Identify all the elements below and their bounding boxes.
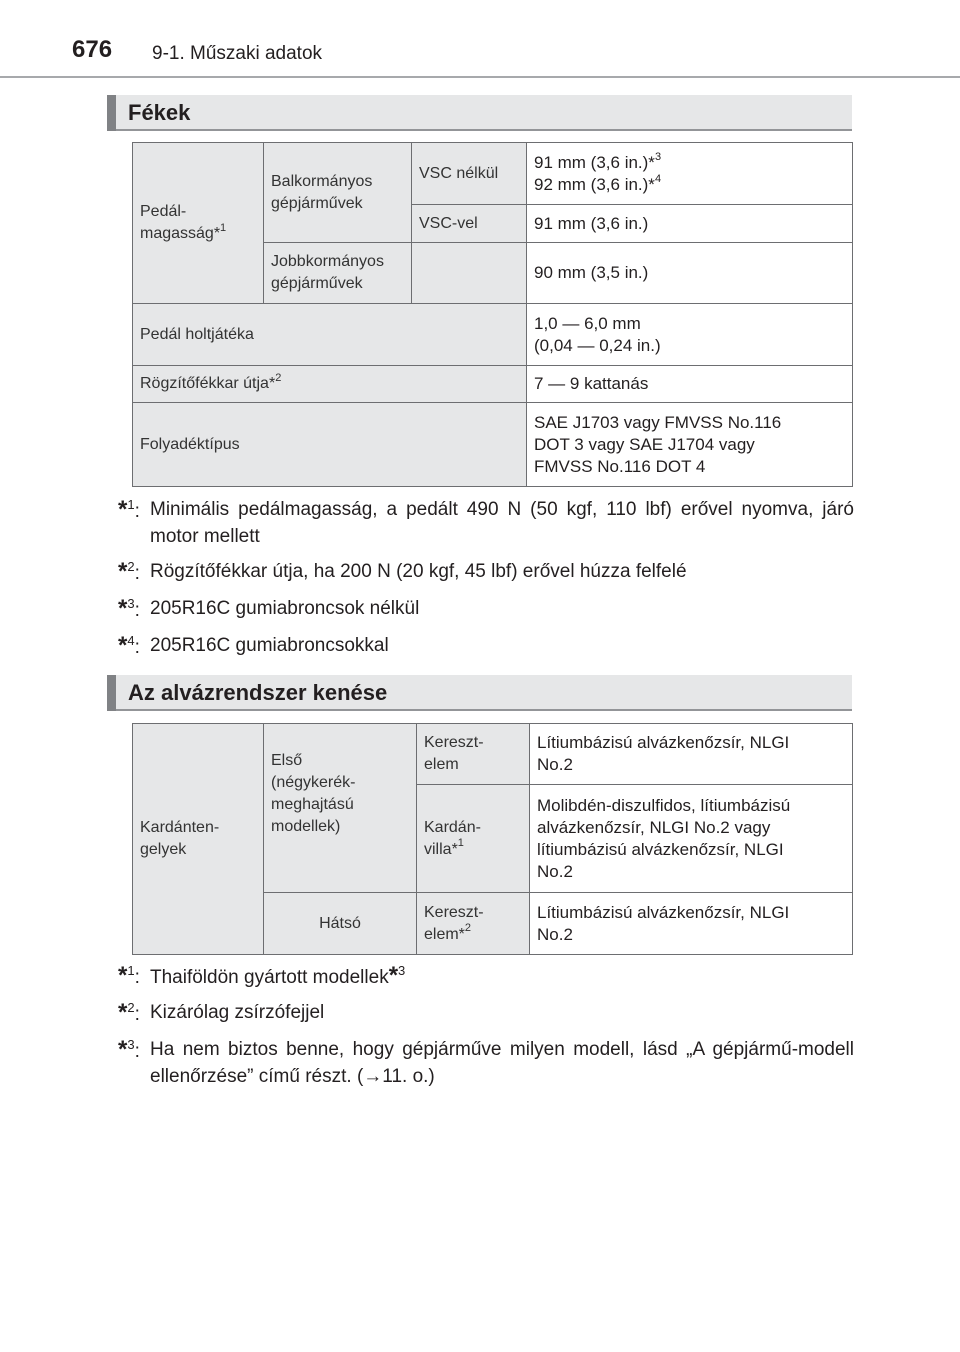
cross1-label: Kereszt- elem bbox=[417, 724, 530, 785]
chassis-table bbox=[132, 723, 853, 955]
lhd-label: Balkormányos gépjárművek bbox=[264, 143, 412, 243]
section-heading-brakes bbox=[107, 95, 852, 131]
rhd-value: 90 mm (3,5 in.) bbox=[527, 243, 853, 304]
footnote: *$^1$: Thaiföldön gyártott modellek*$^3$ bbox=[118, 962, 406, 989]
footnote: *$^3$: Ha nem biztos benne, hogy gépjárműve milyen modell, lásd „A gépjármű-modell ellenőrzése” című részt. (→11. o.) bbox=[118, 1036, 854, 1087]
without-vsc-value: 91 mm (3,6 in.)*$^3$ 92 mm (3,6 in.)*$^4$ bbox=[527, 143, 853, 205]
chassis-footnotes bbox=[118, 962, 854, 1098]
section-heading-chassis bbox=[107, 675, 852, 711]
section-title: Fékek bbox=[128, 100, 191, 125]
free-play-label: Pedál holtjátéka bbox=[133, 304, 527, 366]
footnote: *$^1$: Minimális pedálmagasság, a pedált 490 N (50 kgf, 110 lbf) erővel nyomva, járó motor mellett bbox=[118, 496, 854, 547]
section-title: Az alvázrendszer kenése bbox=[128, 680, 388, 705]
chapter-title: 9-1. Műszaki adatok bbox=[152, 43, 323, 64]
fluid-value: SAE J1703 vagy FMVSS No.116 DOT 3 vagy SAE J1704 vagy FMVSS No.116 DOT 4 bbox=[527, 403, 853, 487]
with-vsc-label: VSC-vel bbox=[412, 205, 527, 243]
footnote: *$^2$: Rögzítőfékkar útja, ha 200 N (20 kgf, 45 lbf) erővel húzza felfelé bbox=[118, 558, 687, 585]
rhd-label: Jobbkormányos gépjárművek bbox=[264, 243, 412, 304]
parking-travel-label: Rögzítőfékkar útja*$^2$ bbox=[133, 366, 527, 403]
footnote: *$^3$: 205R16C gumiabroncsok nélkül bbox=[118, 595, 420, 622]
section-marker bbox=[107, 95, 116, 131]
header-divider bbox=[0, 76, 960, 78]
with-vsc-value: 91 mm (3,6 in.) bbox=[527, 205, 853, 243]
fluid-label: Folyadéktípus bbox=[133, 403, 527, 487]
shaft-label: Kardán- villa*$^1$ bbox=[417, 785, 530, 893]
without-vsc-label: VSC nélkül bbox=[412, 143, 527, 205]
rear-label: Hátsó bbox=[264, 893, 417, 955]
cross2-value: Lítiumbázisú alvázkenőzsír, NLGI No.2 bbox=[530, 893, 853, 955]
footnote: *$^4$: 205R16C gumiabroncsokkal bbox=[118, 632, 389, 659]
free-play-value: 1,0 — 6,0 mm (0,04 — 0,24 in.) bbox=[527, 304, 853, 366]
pedal-height-label: Pedál- magasság*$^1$ bbox=[133, 143, 264, 304]
footnote: *$^2$: Kizárólag zsírzófejjel bbox=[118, 999, 325, 1026]
cross1-value: Lítiumbázisú alvázkenőzsír, NLGI No.2 bbox=[530, 724, 853, 785]
cross2-label: Kereszt- elem*$^2$ bbox=[417, 893, 530, 955]
page-number: 676 bbox=[72, 36, 113, 63]
brakes-footnotes bbox=[118, 496, 854, 669]
shaft-value: Molibdén-diszulfidos, lítiumbázisú alvázkenőzsír, NLGI No.2 vagy lítiumbázisú alvázkenőzsír, NLGI No.2 bbox=[530, 785, 853, 893]
joints-label: Kardánten- gelyek bbox=[133, 724, 264, 955]
rhd-spacer bbox=[412, 243, 527, 304]
section-marker bbox=[107, 675, 116, 711]
parking-travel-value: 7 — 9 kattanás bbox=[527, 366, 853, 403]
brakes-table bbox=[132, 142, 853, 487]
front-label: Első (négykerék- meghajtású modellek) bbox=[264, 724, 417, 893]
